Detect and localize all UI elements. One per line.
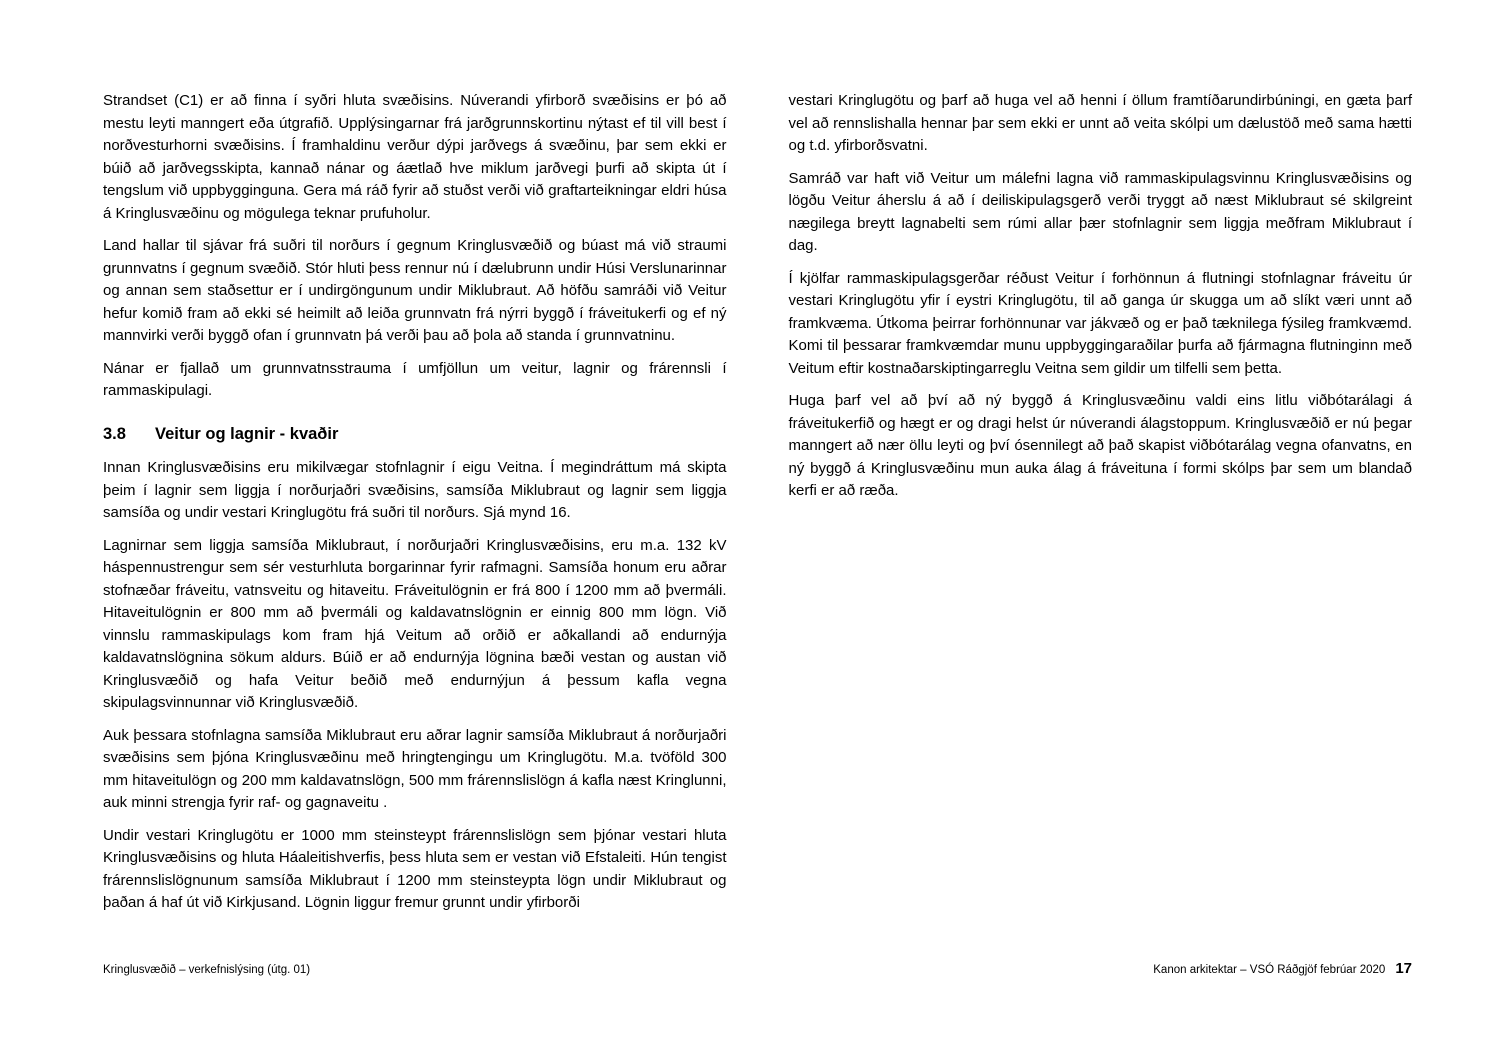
section-title: Veitur og lagnir - kvaðir (155, 424, 339, 443)
body-paragraph: Strandset (C1) er að finna í syðri hluta svæðisins. Núverandi yfirborð svæðisins er þó að mestu leyti manngert eða útgrafið. Upplýsingarnar frá jarðgrunnskortinu nýtast ef til vill best í norðvesturhorni svæðisins. Í framhaldinu verður dýpi jarðvegs á svæðinu, þar sem ekki er búið að jarðvegsskipta, kannað nánar og áætlað hve miklum jarðvegi þurfi að skipta út í tengslum við uppbygginguna. Gera má ráð fyrir að stuðst verði við graftarteikningar eldri húsa á Kringlusvæðinu og mögulega teknar prufuholur. (103, 92, 727, 222)
body-paragraph: Auk þessara stofnlagna samsíða Miklubraut eru aðrar lagnir samsíða Miklubraut á norðurjaðri svæðisins sem þjóna Kringlusvæðinu með hringtengingu um Kringlugötu. M.a. tvöföld 300 mm hitaveitulögn og 200 mm kaldavatnslögn, 500 mm frárennslislögn á kafla næst Kringlunni, auk minni strengja fyrir raf- og gagnaveitu . (103, 726, 727, 811)
body-paragraph: Lagnirnar sem liggja samsíða Miklubraut, í norðurjaðri Kringlusvæðisins, eru m.a. 132 kV háspennustrengur sem sér vesturhluta borgarinnar fyrir rafmagni. Samsíða honum eru aðrar stofnæðar fráveitu, vatnsveitu og hitaveitu. Fráveitulögnin er frá 800 í 1200 mm að þvermáli. Hitaveitulögnin er 800 mm að þvermáli og kaldavatnslögnin er einnig 800 mm lögn. Við vinnslu rammaskipulags kom fram hjá Veitum að orðið er aðkallandi að endurnýja kaldavatnslögnina sökum aldurs. Búið er að endurnýja lögnina bæði vestan og austan við Kringlusvæðið og hafa Veitur beðið með endurnýjun á þessum kafla vegna skipulagsvinnunnar við Kringlusvæðið. (103, 536, 727, 711)
section-heading (103, 423, 727, 446)
body-paragraph: vestari Kringlugötu og þarf að huga vel að henni í öllum framtíðarundirbúningi, en gæta þarf vel að rennslishalla hennar þar sem ekki er unnt að veita skólpi um dælustöð með sama hætti og t.d. yfirborðsvatni. (788, 92, 1412, 154)
footer-credits-text: Kanon arkitektar – VSÓ Ráðgjöf febrúar 2020 (1153, 964, 1386, 976)
left-column (103, 90, 727, 925)
footer-credits (1153, 962, 1412, 977)
body-paragraph: Huga þarf vel að því að ný byggð á Kringlusvæðinu valdi eins litlu viðbótarálagi á fráveitukerfið og hægt er og dragi helst úr núverandi álagstoppum. Kringlusvæðið er nú þegar manngert að nær öllu leyti og því ósennilegt að það skapist viðbótarálag vegna ofanvatns, en ný byggð á Kringlusvæðinu mun auka álag á fráveituna í formi skólps þar sem um blandað kerfi er að ræða. (788, 392, 1412, 499)
body-paragraph: Nánar er fjallað um grunnvatnsstrauma í umfjöllun um veitur, lagnir og frárennsli í rammaskipulagi. (103, 359, 727, 399)
footer-document-title: Kringlusvæðið – verkefnislýsing (útg. 01) (103, 964, 311, 976)
page-number: 17 (1395, 960, 1412, 977)
section-number: 3.8 (103, 424, 126, 443)
body-paragraph: Innan Kringlusvæðisins eru mikilvægar stofnlagnir í eigu Veitna. Í megindráttum má skipta þeim í lagnir sem liggja í norðurjaðri svæðisins, samsíða Miklubraut og lagnir sem liggja samsíða og undir vestari Kringlugötu frá suðri til norðurs. Sjá mynd 16. (103, 459, 727, 521)
right-column (789, 90, 1413, 925)
text-columns (103, 90, 1412, 925)
page-footer (103, 962, 1412, 977)
body-paragraph: Samráð var haft við Veitur um málefni lagna við rammaskipulagsvinnu Kringlusvæðisins og lögðu Veitur áherslu á að í deiliskipulagsgerð verði tryggt að næst Miklubraut sé skilgreint nægilega breytt lagnabelti sem rúmi allar þær stofnlagnir sem liggja meðfram Miklubraut í dag. (788, 169, 1412, 254)
body-paragraph: Land hallar til sjávar frá suðri til norðurs í gegnum Kringlusvæðið og búast má við straumi grunnvatns í gegnum svæðið. Stór hluti þess rennur nú í dælubrunn undir Húsi Verslunarinnar og annan sem staðsettur er í undirgöngunum undir Miklubraut. Að höfðu samráði við Veitur hefur komið fram að ekki sé heimilt að leiða grunnvatn frá nýrri byggð í fráveitukerfi og ef ný mannvirki verði byggð ofan í grunnvatn þá verði þau að þola að standa í grunnvatninu. (103, 237, 727, 344)
body-paragraph: Í kjölfar rammaskipulagsgerðar réðust Veitur í forhönnun á flutningi stofnlagnar fráveitu úr vestari Kringlugötu yfir í eystri Kringlugötu, til að ganga úr skugga um að slíkt væri unnt að framkvæma. Útkoma þeirrar forhönnunar var jákvæð og er það tæknilega fýsileg framkvæmd. Komi til þessarar framkvæmdar munu uppbyggingaraðilar þurfa að fjármagna flutninginn með Veitum eftir kostnaðarskiptingarreglu Veitna sem gildir um tilfelli sem þetta. (788, 269, 1412, 377)
body-paragraph: Undir vestari Kringlugötu er 1000 mm steinsteypt frárennslislögn sem þjónar vestari hluta Kringlusvæðisins og hluta Háaleitishverfis, þess hluta sem er vestan við Efstaleiti. Hún tengist frárennslislögnunum samsíða Miklubraut í 1200 mm steinsteypta lögn undir Miklubraut og þaðan á haf út við Kirkjusand. Lögnin liggur fremur grunnt undir yfirborði (103, 826, 727, 911)
